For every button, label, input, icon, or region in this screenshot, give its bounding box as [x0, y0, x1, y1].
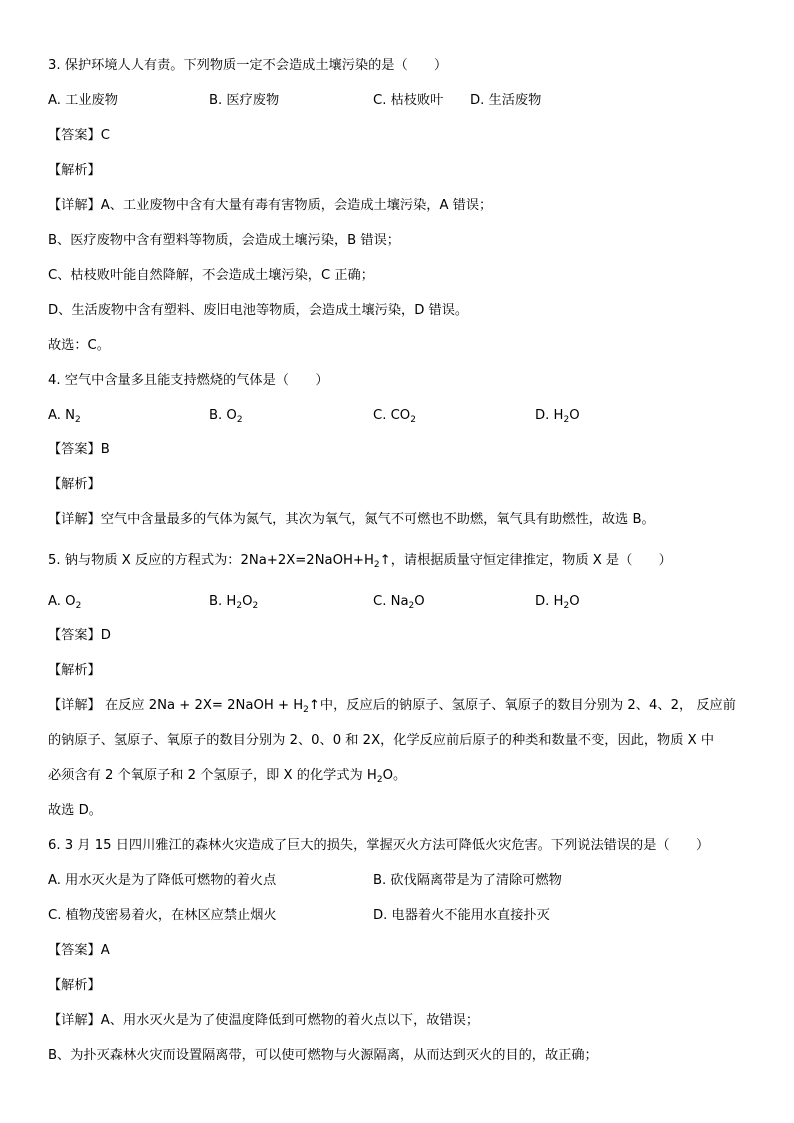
q5-analysis-heading: 【解析】: [48, 663, 101, 678]
q5-option-b: B. $H_2O_2$: [209, 594, 259, 611]
q3-option-c: C. 枯枝败叶: [373, 93, 444, 108]
q4-detail: 【详解】空气中含量最多的气体为氮气，其次为氧气，氮气不可燃也不助燃，氧气具有助燃性，故选 B。: [48, 512, 655, 527]
q5-detail-line: 的钠原子、氢原子、氧原子的数目分别为 2、0、0 和 2X，化学反应前后原子的种类和数量不变，因此，物质 X 中: [48, 733, 715, 748]
q5-detail-line: 必须含有 2 个氧原子和 2 个氢原子，即 X 的化学式为 $H_2O$。: [48, 768, 407, 785]
q5-stem: 5. 钠与物质 X 反应的方程式为：$2Na+2X=2NaOH+H_2↑$，请根据质量守恒定律推定，物质 X 是（ ）: [48, 553, 672, 570]
q5-option-d: D. $H_2O$: [535, 594, 580, 611]
q6-option-c: C. 植物茂密易着火，在林区应禁止烟火: [48, 908, 277, 923]
q6-option-d: D. 电器着火不能用水直接扑灭: [373, 908, 550, 923]
q5-conclusion: 故选 D。: [48, 803, 102, 818]
q5-option-c: C. $Na_2O$: [373, 594, 425, 611]
q3-option-b: B. 医疗废物: [209, 93, 280, 108]
q3-detail-line: D、生活废物中含有塑料、废旧电池等物质，会造成土壤污染，D 错误。: [48, 303, 469, 318]
q4-option-a: A. $N_2$: [48, 408, 81, 425]
q3-option-a: A. 工业废物: [48, 93, 118, 108]
q6-detail-line: B、为扑灭森林火灾而设置隔离带，可以使可燃物与火源隔离，从而达到灭火的目的，故正确；: [48, 1048, 598, 1063]
q3-option-d: D. 生活废物: [470, 93, 542, 108]
q5-answer: 【答案】D: [48, 628, 111, 643]
q6-answer: 【答案】A: [48, 943, 110, 958]
q6-analysis-heading: 【解析】: [48, 978, 101, 993]
q3-conclusion: 故选：C。: [48, 338, 110, 353]
q4-answer: 【答案】B: [48, 442, 110, 457]
q4-analysis-heading: 【解析】: [48, 477, 101, 492]
q4-option-d: D. $H_2O$: [535, 408, 580, 425]
q3-detail-line: B、医疗废物中含有塑料等物质，会造成土壤污染，B 错误；: [48, 233, 400, 248]
q6-option-a: A. 用水灭火是为了降低可燃物的着火点: [48, 873, 277, 888]
q5-detail-line: 【详解】 在反应 2Na + 2X= 2NaOH + $H_2↑$中，反应后的钠原子、氢原子、氧原子的数目分别为 2、4、2， 反应前: [48, 698, 736, 715]
q6-detail-line: 【详解】A、用水灭火是为了使温度降低到可燃物的着火点以下，故错误；: [48, 1013, 480, 1028]
q4-stem: 4. 空气中含量多且能支持燃烧的气体是（ ）: [48, 373, 329, 388]
q3-stem: 3. 保护环境人人有责。下列物质一定不会造成土壤污染的是（ ）: [48, 58, 448, 73]
q3-detail-line: C、枯枝败叶能自然降解，不会造成土壤污染，C 正确；: [48, 268, 374, 283]
q3-analysis-heading: 【解析】: [48, 163, 101, 178]
q4-option-b: B. $O_2$: [209, 408, 243, 425]
q3-answer: 【答案】C: [48, 128, 110, 143]
q4-option-c: C. $CO_2$: [373, 408, 416, 425]
q6-stem: 6. 3 月 15 日四川雅江的森林火灾造成了巨大的损失，掌握灭火方法可降低火灾危害。下列说法错误的是（ ）: [48, 838, 710, 853]
q6-option-b: B. 砍伐隔离带是为了清除可燃物: [373, 873, 562, 888]
q3-detail-line: 【详解】A、工业废物中含有大量有毒有害物质，会造成土壤污染，A 错误；: [48, 198, 493, 213]
q5-option-a: A. $O_2$: [48, 594, 82, 611]
